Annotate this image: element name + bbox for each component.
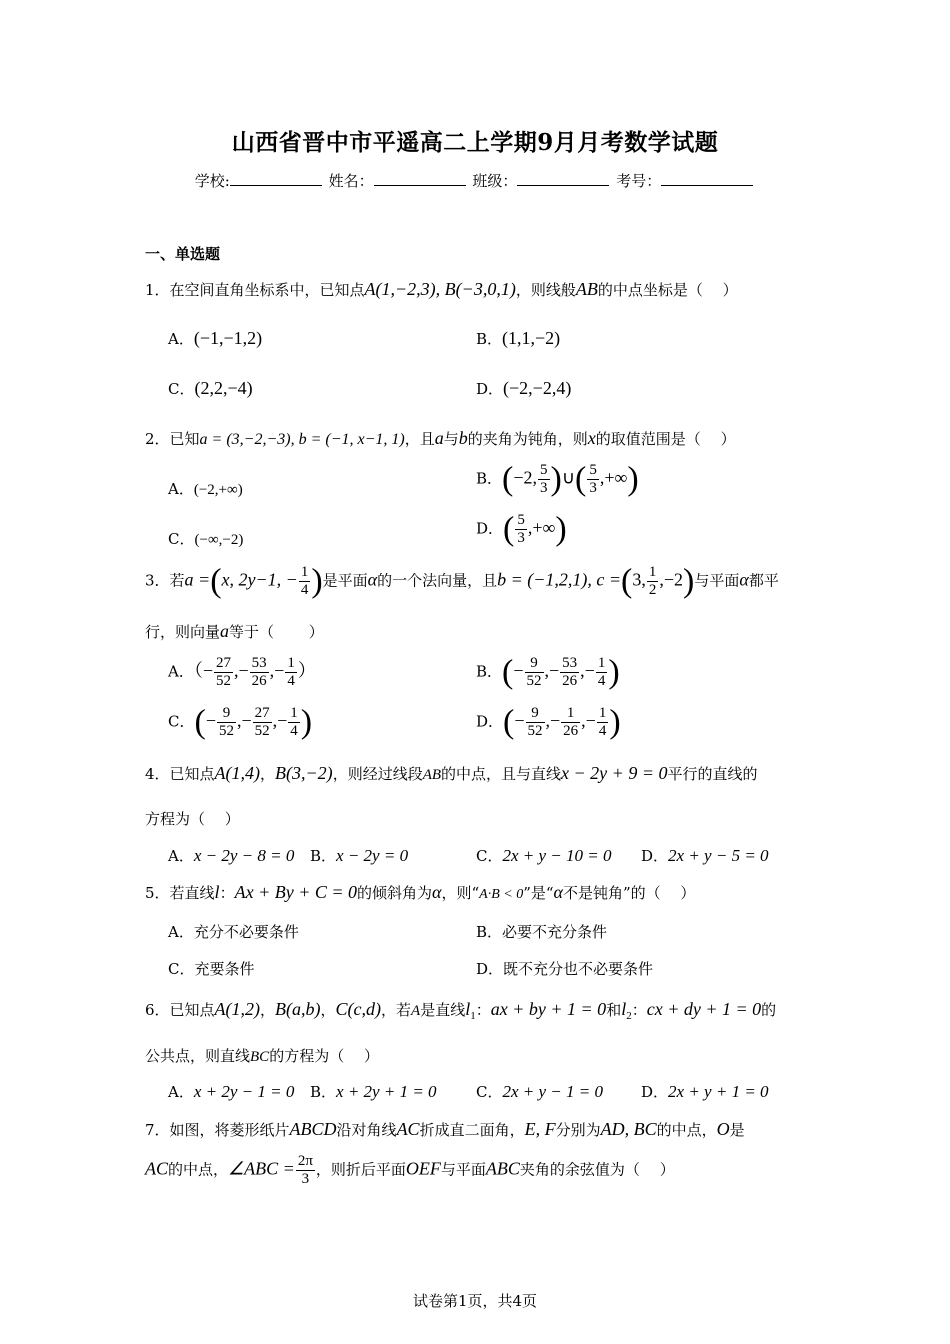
option-value: x − 2y = 0 [336,846,409,865]
fraction: $\frac{1}{4}$ [287,655,295,689]
q1-stem: 1．在空间直角坐标系中，已知点 [145,281,365,299]
name-blank[interactable] [374,170,466,186]
q2-vec-b: b [458,428,468,448]
q6-sep: ， [320,1001,336,1019]
q1-option-a[interactable] [168,328,262,349]
q6-sub2: 2 [626,1010,632,1022]
q2-stem: 2．已知 [145,430,200,448]
option-letter: C． [476,1083,503,1101]
fraction: $\frac{9}{52}$ [218,705,234,739]
student-info-line [0,170,950,191]
option-letter: A． [168,1083,194,1101]
q7-ac: AC [396,1119,420,1139]
fraction: $\frac{5}{3}$ [517,512,525,546]
q5-option-c[interactable]: C．充要条件 [168,960,255,978]
q6-option-c[interactable] [476,1081,603,1102]
q2-stem-c: 与 [443,430,459,448]
option-letter: C． [168,712,195,731]
option-letter: C． [168,530,195,548]
union-symbol: ∪ [561,467,576,488]
q7-ad-bc: AD, BC [600,1119,657,1139]
option-letter: A． [168,847,194,865]
alpha-symbol: α [739,569,749,590]
fraction: $\frac{53}{26}$ [562,655,578,689]
name-label: 姓名： [328,172,374,190]
option-value: x − 2y − 8 = 0 [193,846,295,865]
fraction: $\frac{27}{52}$ [216,655,231,689]
question-6 [145,999,776,1022]
option-letter: D． [641,847,669,865]
q2-stem-d: 的夹角为钝角，则 [467,430,588,448]
q1-stem-c: 的中点坐标是（ ） [597,281,738,299]
q2-vec-a: a [434,428,444,448]
q3-vec-a: a = [184,569,211,590]
q6-point-a: A(1,2) [214,999,261,1019]
option-letter: D． [641,1083,669,1101]
q5-stem-c: 的倾斜角为 [357,884,433,902]
q3-option-b[interactable]: B．(− $\frac{9}{52}$ ,− $\frac{53}{26}$ ,− $\frac{1}{4}$ ) [476,653,620,691]
q6-stem-b: ，若 [381,1001,412,1019]
number-blank[interactable] [661,170,753,186]
q6-stem-f: 的 [761,1001,777,1019]
question-3: 3．若a =(x, 2y−1, − $\frac{1}{4}$ )是平面α的一个法向量，且b = (−1,2,1), c =(3, $\frac{1}{2}$ ,−2)与平面α都平 [145,562,779,600]
option-letter: A． [168,662,194,681]
fraction: $\frac{2\pi}{3}$ [297,1153,313,1187]
option-value: (1,1,−2) [502,328,561,348]
q5-option-d[interactable]: D．既不充分也不必要条件 [476,960,654,978]
class-label: 班级： [472,172,518,190]
q6-bc: BC [250,1049,270,1065]
q4-stem: 4．已知点 [145,765,215,783]
q3-stem-e: 都平 [748,571,779,590]
q6-option-b[interactable] [310,1081,437,1102]
question-3-line2 [145,621,324,642]
q6-colon: ： [475,1001,491,1019]
q3-vec-c: 3, [632,569,646,590]
q7-stem-f: 是 [729,1121,745,1139]
q7-stem-c: 折成直二面角， [419,1121,525,1139]
q2-option-a[interactable] [168,478,243,499]
q7-stem-d: 分别为 [555,1121,601,1139]
q6-point-b: B(a,b) [275,999,321,1019]
q7-line2-d: 夹角的余弦值为（ ） [519,1160,675,1179]
q3-option-a[interactable]: A．（− $\frac{27}{52}$ ,− $\frac{53}{26}$ ,− $\frac{1}{4}$ ） [168,655,316,689]
q4-option-c[interactable] [476,845,612,866]
q7-plane-oef: OEF [405,1158,441,1179]
q5-stem-d: ，则“ [441,884,480,902]
alpha-symbol: α [367,569,378,590]
q7-angle: ∠ABC = [228,1158,295,1179]
q6-stem-c: 是直线 [420,1001,466,1019]
option-letter: C． [476,847,503,865]
q4-stem-d: 的中点，且与直线 [441,765,562,783]
q3-vec-a-components: x, 2y−1, − [221,569,298,590]
q6-stem: 6．已知点 [145,1001,215,1019]
q7-stem-e: 的中点， [656,1121,717,1139]
q3-option-c[interactable]: C．(− $\frac{9}{52}$ ,− $\frac{27}{52}$ ,− $\frac{1}{4}$ ) [168,703,313,741]
q6-line-eq2: cx + dy + 1 = 0 [646,999,762,1019]
q4-stem-c: ，则经过线段 [332,765,423,783]
q1-option-d[interactable] [476,378,571,399]
q5-option-b[interactable]: B．必要不充分条件 [476,923,608,941]
q4-option-d[interactable] [641,845,769,866]
option-letter: D． [476,380,504,398]
q6-sep: ， [260,1001,276,1019]
q3-stem-d: 与平面 [694,571,740,590]
fraction: $\frac{1}{4}$ [300,564,309,598]
option-value: 2x + y − 5 = 0 [668,846,769,865]
q4-option-a[interactable] [168,845,294,866]
fraction: $\frac{1}{4}$ [597,655,606,689]
option-value: (−2,−2,4) [503,378,572,398]
q6-line-l1: l [465,999,471,1019]
q6-line-eq1: ax + by + 1 = 0 [490,999,607,1019]
section-heading: 一、单选题 [145,245,221,263]
option-value: x + 2y + 1 = 0 [336,1082,437,1101]
q4-point-a: A(1,4) [214,763,261,783]
q3-vec-a-ref: a [220,621,230,641]
alpha-symbol: α [432,882,442,902]
option-value: (−1,−1,2) [193,328,263,348]
q1-option-c[interactable] [168,378,253,399]
q2-stem-b: ，且 [404,430,435,448]
option-value: ,+∞ [599,467,628,488]
option-value: ,+∞ [527,517,556,538]
option-letter: A． [168,480,194,498]
q6-option-a[interactable] [168,1081,294,1102]
fraction: $\frac{1}{2}$ [648,564,657,598]
q4-line2: 方程为（ ） [145,810,240,828]
option-value: 2x + y − 1 = 0 [502,1082,603,1101]
option-letter: B． [476,469,503,488]
fraction: $\frac{5}{3}$ [540,462,548,496]
q7-plane-abc: ABC [485,1158,520,1179]
q3-line2: 行，则向量 [145,623,221,641]
q7-line2-b: ，则折后平面 [315,1160,406,1179]
q5-stem-e: ”是“ [523,884,554,902]
question-2 [145,428,736,449]
q6-line2: 公共点，则直线 [145,1047,251,1065]
q6-sub1: 1 [470,1010,476,1022]
q7-ac-ref: AC [145,1158,169,1179]
option-letter: B． [476,662,503,681]
q4-segment: AB [422,767,442,783]
q2-option-c[interactable] [168,528,243,549]
question-7 [145,1119,745,1140]
q2-option-b[interactable]: B．(−2, $\frac{5}{3}$ )∪( $\frac{5}{3}$ ,+∞) [476,460,639,498]
option-value: 2x + y − 10 = 0 [502,846,612,865]
q2-stem-e: 的取值范围是（ ） [595,430,736,448]
q6-colon: ： [631,1001,647,1019]
q5-stem: 5．若直线 [145,884,215,902]
q2-option-d[interactable]: D．( $\frac{5}{3}$ ,+∞) [476,510,567,548]
q1-points: A(1,−2,3), B(−3,0,1) [364,279,516,299]
q3-option-d[interactable]: D．(− $\frac{9}{52}$ ,− $\frac{1}{26}$ ,− $\frac{1}{4}$ ) [476,703,621,741]
option-letter: A． [168,330,194,348]
q7-ef: E, F [524,1119,556,1139]
question-6-line2 [145,1045,379,1066]
q5-colon: ： [219,884,235,902]
q7-o: O [716,1119,730,1139]
q7-line2: 的中点， [168,1160,229,1179]
q6-a-ref: A [411,1003,421,1019]
option-value: 2x + y + 1 = 0 [668,1082,769,1101]
option-letter: B． [310,1083,337,1101]
question-1 [145,279,738,300]
option-letter: C． [168,380,195,398]
question-4 [145,763,757,784]
question-7-line2 [145,1153,675,1188]
q5-line: l [214,882,220,902]
q7-abcd: ABCD [289,1119,337,1139]
q4-line-eq: x − 2y + 9 = 0 [561,763,668,783]
q3-stem-b: 是平面 [322,571,368,590]
school-label: 学校: [194,172,230,190]
q4-point-b: B(3,−2) [275,763,333,783]
option-value: (−∞,−2) [194,532,244,548]
q3-line2-b: 等于（ ） [229,623,324,641]
q7-line2-c: 与平面 [440,1160,486,1179]
q3-stem-c: 的一个法向量，且 [377,571,498,590]
option-letter: D． [476,712,504,731]
q1-option-b[interactable] [476,328,560,349]
fraction: $\frac{1}{26}$ [563,705,579,739]
option-value: −2, [513,467,538,488]
q2-vectors: a = (3,−2,−3), b = (−1, x−1, 1) [199,431,405,448]
option-letter: D． [476,519,504,538]
fraction: $\frac{9}{52}$ [527,705,543,739]
q7-stem-b: 沿对角线 [336,1121,397,1139]
fraction: $\frac{27}{52}$ [254,705,270,739]
q6-stem-e: 和 [606,1001,622,1019]
q1-stem-b: ，则线般 [515,281,576,299]
class-blank[interactable] [517,170,609,186]
q6-option-d[interactable] [641,1081,769,1102]
q1-segment: AB [575,279,598,299]
fraction: $\frac{5}{3}$ [589,462,597,496]
q3-stem: 3．若 [145,571,185,590]
q5-option-a[interactable]: A．充分不必要条件 [168,923,299,941]
q5-stem-f: 不是钝角”的（ ） [563,884,696,902]
q5-condition: A·B < 0 [479,887,524,902]
q6-point-c: C(c,d) [335,999,382,1019]
school-blank[interactable] [230,170,322,186]
alpha-symbol: α [553,882,563,902]
q3-vec-c-end: ,−2 [659,569,684,590]
q4-sep: ， [260,765,276,783]
q3-vec-b: b = (−1,2,1), c = [497,569,622,590]
fraction: $\frac{53}{26}$ [251,655,267,689]
fraction: $\frac{1}{4}$ [290,705,298,739]
q6-line-l2: l [621,999,627,1019]
option-letter: B． [476,330,503,348]
option-letter: B． [310,847,337,865]
q4-stem-e: 平行的直线的 [667,765,758,783]
option-value: (2,2,−4) [194,378,253,398]
q7-stem: 7．如图，将菱形纸片 [145,1121,290,1139]
option-value: (−2,+∞) [193,482,243,498]
q5-line-eq: Ax + By + C = 0 [234,882,357,902]
q4-option-b[interactable] [310,845,408,866]
fraction: $\frac{9}{52}$ [526,655,542,689]
fraction: $\frac{1}{4}$ [598,705,607,739]
option-value: x + 2y − 1 = 0 [193,1082,295,1101]
q6-line2-b: 的方程为（ ） [269,1047,379,1065]
question-5 [145,882,695,903]
page-footer: 试卷第1页，共4页 [412,1292,538,1310]
number-label: 考号： [616,172,662,190]
q2-var-x: x [587,428,596,448]
page-title: 山西省晋中市平遥高二上学期9月月考数学试题 [231,129,719,156]
